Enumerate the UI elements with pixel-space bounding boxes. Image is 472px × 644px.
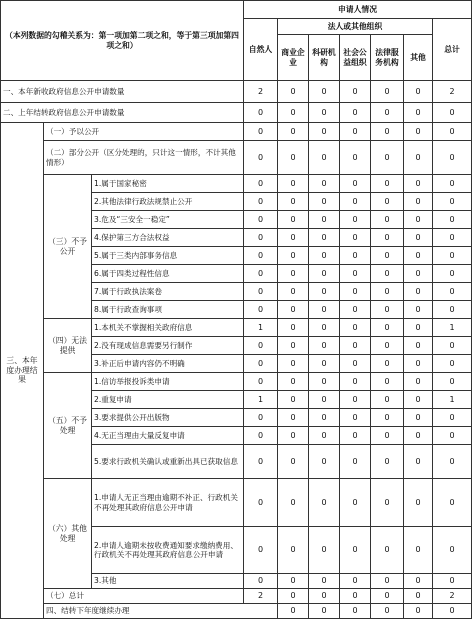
value-cell: 0 xyxy=(278,445,309,479)
row-label: 4.保护第三方合法权益 xyxy=(92,229,244,247)
value-cell: 0 xyxy=(371,175,404,193)
value-cell: 0 xyxy=(244,527,278,574)
value-cell: 0 xyxy=(404,301,433,319)
value-cell: 0 xyxy=(278,141,309,175)
value-cell: 0 xyxy=(244,103,278,123)
value-cell: 0 xyxy=(433,301,472,319)
value-cell: 0 xyxy=(433,283,472,301)
row-label: 4.无正当理由大量反复申请 xyxy=(92,427,244,445)
value-cell: 0 xyxy=(340,247,371,265)
not-processed-group-label: （五）不予处理 xyxy=(44,373,92,479)
value-cell: 0 xyxy=(371,193,404,211)
row-label: 2.申请人逾期未按收费通知要求缴纳费用、行政机关不再处理其政府信息公开申请 xyxy=(92,527,244,574)
value-cell: 0 xyxy=(244,265,278,283)
value-cell: 0 xyxy=(309,123,340,141)
row-label: （一）予以公开 xyxy=(44,123,244,141)
value-cell: 0 xyxy=(433,247,472,265)
value-cell: 0 xyxy=(433,355,472,373)
value-cell: 0 xyxy=(371,81,404,103)
cannot-provide-group-label: （四）无法提供 xyxy=(44,319,92,373)
value-cell: 0 xyxy=(433,427,472,445)
value-cell: 0 xyxy=(278,175,309,193)
value-cell: 0 xyxy=(404,265,433,283)
research-header: 科研机构 xyxy=(309,35,340,81)
value-cell: 0 xyxy=(371,229,404,247)
value-cell: 0 xyxy=(309,604,340,619)
value-cell: 1 xyxy=(244,319,278,337)
value-cell: 0 xyxy=(244,574,278,589)
value-cell: 0 xyxy=(309,427,340,445)
other-group-label: （六）其他处理 xyxy=(44,479,92,589)
value-cell: 0 xyxy=(309,103,340,123)
row-label: 6.属于四类过程性信息 xyxy=(92,265,244,283)
table-row-partial xyxy=(1,141,472,175)
value-cell: 0 xyxy=(371,479,404,527)
value-cell: 0 xyxy=(278,319,309,337)
value-cell: 0 xyxy=(404,574,433,589)
value-cell: 0 xyxy=(278,103,309,123)
row-label: 5.属于三类内部事务信息 xyxy=(92,247,244,265)
value-cell: 0 xyxy=(433,211,472,229)
value-cell: 0 xyxy=(340,445,371,479)
value-cell: 0 xyxy=(371,211,404,229)
value-cell: 0 xyxy=(244,427,278,445)
value-cell: 0 xyxy=(309,81,340,103)
legal-service-header: 法律服务机构 xyxy=(371,35,404,81)
value-cell: 0 xyxy=(278,301,309,319)
row-label: 1.信访举报投诉类申请 xyxy=(92,373,244,391)
table-row-other-1 xyxy=(1,479,472,527)
value-cell: 0 xyxy=(309,175,340,193)
value-cell: 0 xyxy=(278,337,309,355)
value-cell: 0 xyxy=(404,141,433,175)
value-cell: 0 xyxy=(244,373,278,391)
value-cell: 0 xyxy=(244,211,278,229)
value-cell: 0 xyxy=(244,445,278,479)
value-cell: 0 xyxy=(340,81,371,103)
value-cell: 0 xyxy=(433,123,472,141)
value-cell: 0 xyxy=(278,247,309,265)
value-cell: 0 xyxy=(309,373,340,391)
value-cell: 0 xyxy=(244,247,278,265)
value-cell: 0 xyxy=(404,479,433,527)
value-cell: 0 xyxy=(309,391,340,409)
row-label: 1.申请人无正当理由逾期不补正、行政机关不再处理其政府信息公开申请 xyxy=(92,479,244,527)
value-cell: 0 xyxy=(371,574,404,589)
value-cell: 0 xyxy=(278,81,309,103)
value-cell: 0 xyxy=(404,175,433,193)
value-cell: 0 xyxy=(340,301,371,319)
value-cell: 0 xyxy=(278,123,309,141)
formula-note-cell: （本列数据的勾稽关系为：第一项加第二项之和，等于第三项加第四项之和） xyxy=(1,1,244,81)
row-label: 二、上年结转政府信息公开申请数量 xyxy=(1,103,244,123)
row-label: 3.其他 xyxy=(92,574,244,589)
value-cell: 0 xyxy=(309,574,340,589)
value-cell: 1 xyxy=(433,391,472,409)
value-cell: 0 xyxy=(309,193,340,211)
value-cell: 0 xyxy=(244,301,278,319)
value-cell: 0 xyxy=(340,141,371,175)
value-cell: 0 xyxy=(433,103,472,123)
value-cell: 0 xyxy=(340,283,371,301)
table-row-pending xyxy=(1,604,472,619)
value-cell: 0 xyxy=(244,337,278,355)
value-cell: 0 xyxy=(309,247,340,265)
total-header: 总计 xyxy=(433,19,472,81)
section-three-label: 三、本年度办理结果 xyxy=(1,123,44,619)
value-cell: 0 xyxy=(340,391,371,409)
header-row-1 xyxy=(1,1,472,19)
value-cell: 0 xyxy=(340,337,371,355)
value-cell: 0 xyxy=(404,527,433,574)
value-cell: 0 xyxy=(278,479,309,527)
value-cell: 0 xyxy=(278,283,309,301)
value-cell: 0 xyxy=(340,589,371,604)
value-cell: 0 xyxy=(309,445,340,479)
value-cell: 0 xyxy=(433,527,472,574)
value-cell: 0 xyxy=(433,193,472,211)
value-cell: 0 xyxy=(340,229,371,247)
value-cell: 0 xyxy=(278,574,309,589)
value-cell: 0 xyxy=(309,527,340,574)
value-cell: 0 xyxy=(371,445,404,479)
value-cell: 0 xyxy=(244,193,278,211)
value-cell: 0 xyxy=(244,409,278,427)
value-cell: 0 xyxy=(433,175,472,193)
value-cell: 0 xyxy=(278,409,309,427)
row-label: 2.重复申请 xyxy=(92,391,244,409)
row-label: 1.属于国家秘密 xyxy=(92,175,244,193)
value-cell: 0 xyxy=(244,479,278,527)
value-cell: 0 xyxy=(309,479,340,527)
value-cell: 0 xyxy=(340,175,371,193)
value-cell: 0 xyxy=(278,355,309,373)
table-row-new-apps xyxy=(1,81,472,103)
natural-person-header: 自然人 xyxy=(244,19,278,81)
applicant-info-header: 申请人情况 xyxy=(244,1,472,19)
value-cell: 0 xyxy=(340,211,371,229)
value-cell: 0 xyxy=(404,589,433,604)
value-cell: 0 xyxy=(244,229,278,247)
value-cell: 0 xyxy=(371,355,404,373)
row-label: （二）部分公开（区分处理的，只计这一情形，不计其他情形） xyxy=(44,141,244,175)
value-cell: 0 xyxy=(278,373,309,391)
not-open-group-label: （三）不予公开 xyxy=(44,175,92,319)
table-row-grant xyxy=(1,123,472,141)
row-label: 3.危及“三安全一稳定” xyxy=(92,211,244,229)
row-label: 四、结转下年度继续办理 xyxy=(44,604,278,619)
value-cell: 0 xyxy=(404,193,433,211)
value-cell: 0 xyxy=(404,409,433,427)
value-cell: 0 xyxy=(404,81,433,103)
value-cell: 2 xyxy=(433,589,472,604)
value-cell: 0 xyxy=(433,445,472,479)
value-cell: 0 xyxy=(340,123,371,141)
value-cell: 0 xyxy=(404,391,433,409)
value-cell: 0 xyxy=(371,141,404,175)
value-cell: 0 xyxy=(309,337,340,355)
value-cell: 0 xyxy=(371,527,404,574)
value-cell: 0 xyxy=(371,247,404,265)
value-cell: 0 xyxy=(309,355,340,373)
value-cell: 0 xyxy=(309,265,340,283)
value-cell: 0 xyxy=(404,337,433,355)
value-cell: 0 xyxy=(309,319,340,337)
table-row-not-processed-1 xyxy=(1,373,472,391)
value-cell: 0 xyxy=(371,265,404,283)
value-cell: 2 xyxy=(433,81,472,103)
table-row-cannot-provide-1 xyxy=(1,319,472,337)
value-cell: 0 xyxy=(278,229,309,247)
legal-group-header: 法人或其他组织 xyxy=(278,19,433,35)
value-cell: 0 xyxy=(433,479,472,527)
value-cell: 0 xyxy=(244,175,278,193)
value-cell: 1 xyxy=(433,319,472,337)
value-cell: 0 xyxy=(404,373,433,391)
value-cell: 0 xyxy=(371,409,404,427)
value-cell: 0 xyxy=(309,589,340,604)
row-label: 2.其他法律行政法规禁止公开 xyxy=(92,193,244,211)
value-cell: 0 xyxy=(371,604,404,619)
row-label: （七）总计 xyxy=(44,589,244,604)
other-header: 其他 xyxy=(404,35,433,81)
value-cell: 0 xyxy=(404,604,433,619)
table-row-total xyxy=(1,589,472,604)
value-cell: 0 xyxy=(371,427,404,445)
value-cell: 1 xyxy=(244,391,278,409)
value-cell: 0 xyxy=(278,211,309,229)
value-cell: 0 xyxy=(404,211,433,229)
row-label: 8.属于行政查询事项 xyxy=(92,301,244,319)
value-cell: 0 xyxy=(340,479,371,527)
value-cell: 0 xyxy=(371,301,404,319)
value-cell: 0 xyxy=(371,391,404,409)
value-cell: 0 xyxy=(433,141,472,175)
row-label: 7.属于行政执法案卷 xyxy=(92,283,244,301)
row-label: 3.补正后申请内容仍不明确 xyxy=(92,355,244,373)
row-label: 一、本年新收政府信息公开申请数量 xyxy=(1,81,244,103)
row-label: 1.本机关不掌握相关政府信息 xyxy=(92,319,244,337)
value-cell: 0 xyxy=(371,589,404,604)
value-cell: 0 xyxy=(340,103,371,123)
value-cell: 0 xyxy=(340,373,371,391)
value-cell: 0 xyxy=(433,574,472,589)
value-cell: 0 xyxy=(309,283,340,301)
value-cell: 0 xyxy=(309,301,340,319)
value-cell: 0 xyxy=(404,319,433,337)
value-cell: 0 xyxy=(278,589,309,604)
value-cell: 0 xyxy=(309,229,340,247)
value-cell: 0 xyxy=(340,355,371,373)
value-cell: 0 xyxy=(433,337,472,355)
value-cell: 0 xyxy=(278,391,309,409)
value-cell: 0 xyxy=(340,265,371,283)
value-cell: 2 xyxy=(244,589,278,604)
value-cell: 0 xyxy=(433,229,472,247)
social-header: 社会公益组织 xyxy=(340,35,371,81)
value-cell: 0 xyxy=(371,337,404,355)
value-cell: 0 xyxy=(404,355,433,373)
table-row-carried-over xyxy=(1,103,472,123)
value-cell: 0 xyxy=(404,283,433,301)
value-cell: 0 xyxy=(433,409,472,427)
row-label: 5.要求行政机关确认或重新出具已获取信息 xyxy=(92,445,244,479)
value-cell: 0 xyxy=(340,193,371,211)
value-cell: 0 xyxy=(244,283,278,301)
value-cell: 0 xyxy=(340,527,371,574)
value-cell: 0 xyxy=(244,141,278,175)
value-cell: 0 xyxy=(433,373,472,391)
value-cell: 0 xyxy=(309,141,340,175)
value-cell: 0 xyxy=(340,574,371,589)
value-cell: 0 xyxy=(404,445,433,479)
value-cell: 0 xyxy=(433,265,472,283)
value-cell: 0 xyxy=(244,123,278,141)
value-cell: 0 xyxy=(371,103,404,123)
value-cell: 0 xyxy=(244,355,278,373)
value-cell: 0 xyxy=(278,527,309,574)
value-cell: 0 xyxy=(404,103,433,123)
value-cell: 2 xyxy=(244,81,278,103)
value-cell: 0 xyxy=(340,427,371,445)
value-cell: 0 xyxy=(433,604,472,619)
value-cell: 0 xyxy=(404,247,433,265)
value-cell: 0 xyxy=(340,319,371,337)
value-cell: 0 xyxy=(340,604,371,619)
value-cell: 0 xyxy=(309,409,340,427)
value-cell: 0 xyxy=(404,123,433,141)
value-cell: 0 xyxy=(278,427,309,445)
row-label: 2.没有现成信息需要另行制作 xyxy=(92,337,244,355)
value-cell: 0 xyxy=(404,229,433,247)
value-cell: 0 xyxy=(278,604,309,619)
value-cell: 0 xyxy=(404,427,433,445)
value-cell: 0 xyxy=(340,409,371,427)
row-label: 3.要求提供公开出版物 xyxy=(92,409,244,427)
table-row-not-open-1 xyxy=(1,175,472,193)
value-cell: 0 xyxy=(371,283,404,301)
value-cell: 0 xyxy=(309,211,340,229)
value-cell: 0 xyxy=(278,193,309,211)
commercial-header: 商业企业 xyxy=(278,35,309,81)
value-cell: 0 xyxy=(371,319,404,337)
value-cell: 0 xyxy=(371,123,404,141)
value-cell: 0 xyxy=(371,373,404,391)
value-cell: 0 xyxy=(278,265,309,283)
